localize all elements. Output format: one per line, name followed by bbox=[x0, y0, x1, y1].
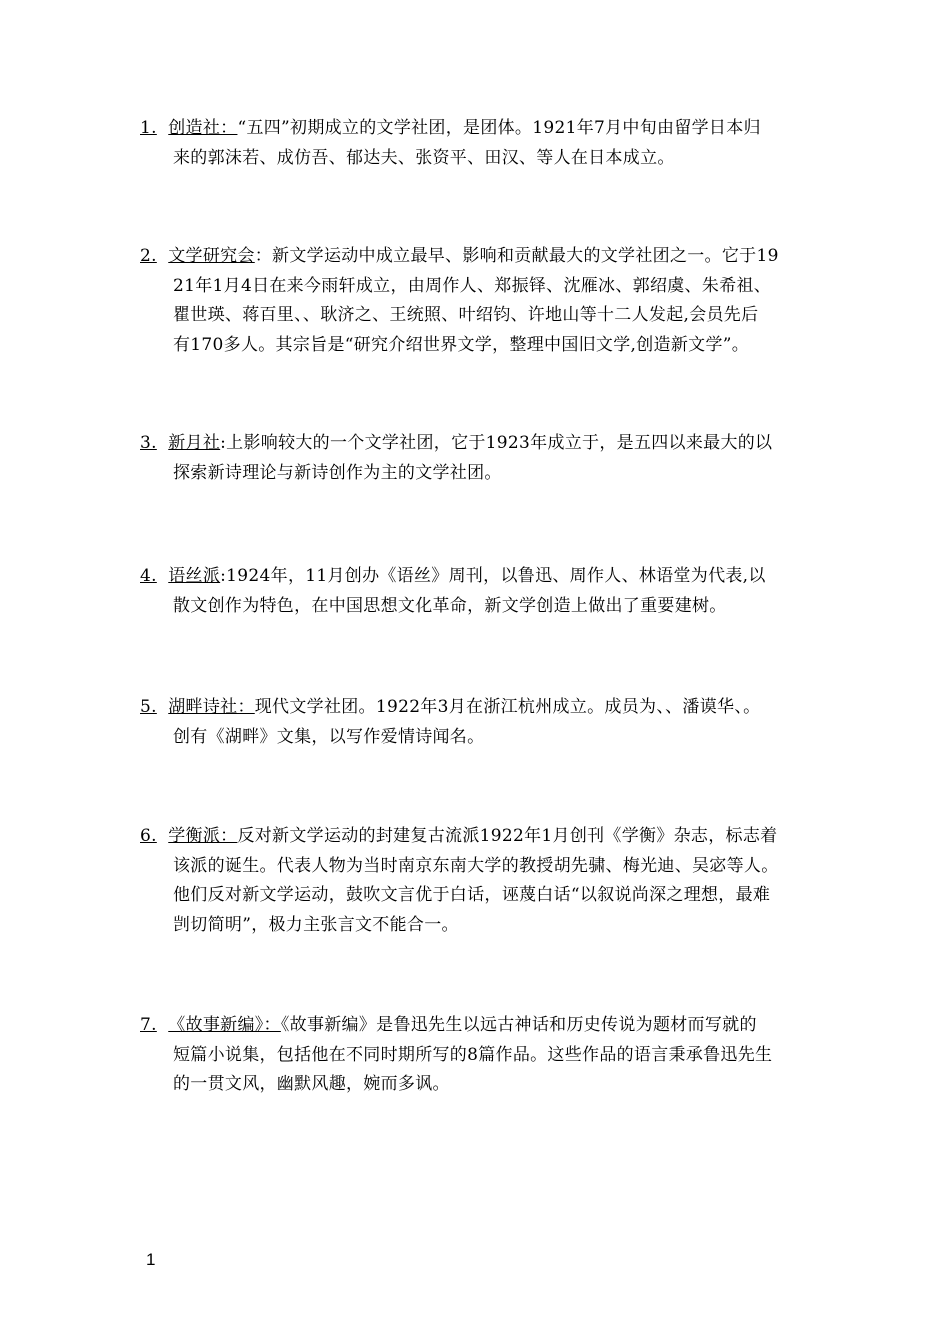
entry-number: 5. bbox=[140, 697, 157, 717]
entry-text: 探索新诗理论与新诗创作为主的文学社团。 bbox=[173, 462, 502, 483]
entry-text: 瞿世瑛、蒋百里、、耿济之、王统照、叶绍钧、许地山等十二人发起,会员先后 bbox=[173, 305, 759, 325]
entry-term: 学衡派： bbox=[168, 826, 238, 846]
page-number: 1 bbox=[146, 1250, 156, 1269]
entry-6 bbox=[140, 822, 855, 940]
entry-number: 7. bbox=[140, 1015, 157, 1035]
entry-text: 他们反对新文学运动，鼓吹文言优于白话，诬蔑白话“以叙说尚深之理想，最难 bbox=[173, 885, 771, 905]
entry-term: 新月社 bbox=[168, 433, 221, 453]
entry-number: 6. bbox=[140, 826, 157, 846]
entry-text: 短篇小说集，包括他在不同时期所写的8篇作品。这些作品的语言秉承鲁迅先生 bbox=[173, 1044, 773, 1065]
entry-number: 4. bbox=[140, 566, 157, 586]
entry-5 bbox=[140, 693, 855, 752]
entry-number: 2. bbox=[140, 246, 157, 266]
entry-text: 散文创作为特色，在中国思想文化革命，新文学创造上做出了重要建树。 bbox=[173, 595, 727, 616]
entry-term: 文学研究会 bbox=[168, 246, 255, 266]
entry-text: “五四”初期成立的文学社团，是团体。1921年7月中旬由留学日本归 bbox=[237, 118, 761, 138]
entry-text: ：新文学运动中成立最早、影响和贡献最大的文学社团之一。它于19 bbox=[254, 246, 779, 266]
entry-text: 21年1月4日在来今雨轩成立，由周作人、郑振铎、沈雁冰、郭绍虞、朱希祖、 bbox=[173, 275, 772, 296]
entry-7 bbox=[140, 1011, 855, 1100]
entry-text: 创有《湖畔》文集，以写作爱情诗闻名。 bbox=[173, 726, 485, 747]
entry-text: 的一贯文风，幽默风趣，婉而多讽。 bbox=[173, 1074, 450, 1094]
entry-number: 1. bbox=[140, 118, 157, 138]
entry-text: :1924年，11月创办《语丝》周刊，以鲁迅、周作人、林语堂为代表,以 bbox=[220, 566, 766, 586]
entry-text: 反对新文学运动的封建复古流派1922年1月创刊《学衡》杂志，标志着 bbox=[237, 826, 778, 846]
entry-1 bbox=[140, 114, 855, 173]
entry-text: 现代文学社团。1922年3月在浙江杭州成立。成员为、、潘谟华、。 bbox=[254, 697, 761, 717]
entry-text: 该派的诞生。代表人物为当时南京东南大学的教授胡先骕、梅光迪、吴宓等人。 bbox=[173, 855, 779, 876]
entry-number: 3. bbox=[140, 433, 157, 453]
entry-2 bbox=[140, 242, 855, 360]
entry-text: 《故事新编》是鲁迅先生以远古神话和历史传说为题材而写就的 bbox=[280, 1015, 757, 1035]
entry-3 bbox=[140, 429, 855, 488]
entry-4 bbox=[140, 562, 855, 621]
entry-text: 来的郭沫若、成仿吾、郁达夫、张资平、田汉、等人在日本成立。 bbox=[173, 147, 675, 168]
entry-term: 湖畔诗社： bbox=[168, 697, 255, 717]
entry-term: 语丝派 bbox=[168, 566, 221, 586]
entry-text: 有170多人。其宗旨是“研究介绍世界文学，整理中国旧文学,创造新文学”。 bbox=[173, 334, 750, 355]
entry-term: 《故事新编》： bbox=[168, 1015, 281, 1035]
entry-text: :上影响较大的一个文学社团，它于1923年成立于，是五四以来最大的以 bbox=[220, 433, 773, 453]
entry-term: 创造社： bbox=[168, 118, 238, 138]
entry-text: 剀切简明”，极力主张言文不能合一。 bbox=[173, 914, 459, 935]
